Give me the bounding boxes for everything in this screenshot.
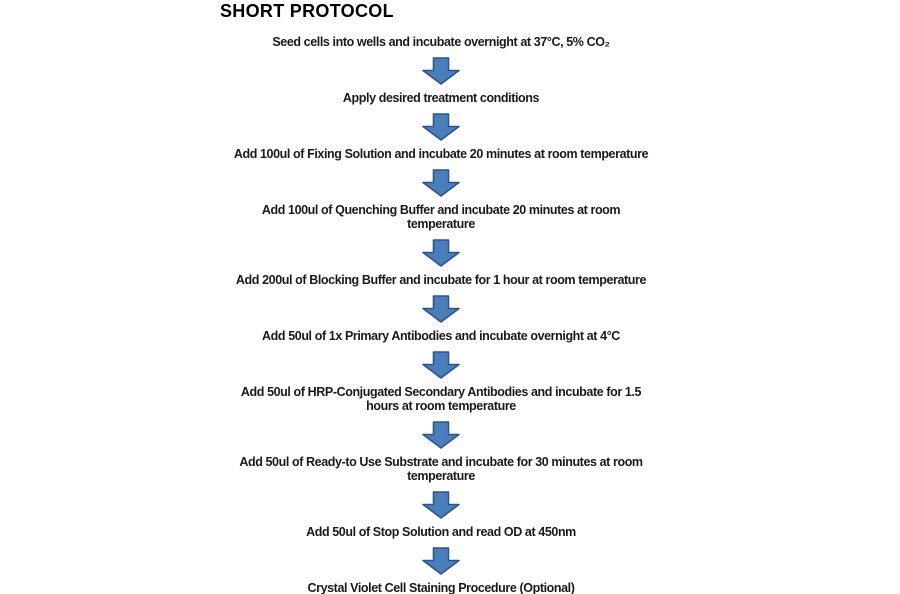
step-text-line: Crystal Violet Cell Staining Procedure (Optional) <box>307 581 575 594</box>
down-arrow-icon <box>422 57 460 85</box>
diagram-title: SHORT PROTOCOL <box>220 1 394 21</box>
protocol-step <box>241 385 641 413</box>
protocol-step <box>306 525 576 539</box>
down-arrow-icon <box>422 351 460 379</box>
step-text-line: Add 200ul of Blocking Buffer and incubate for 1 hour at room temperature <box>235 273 647 287</box>
down-arrow-icon <box>422 169 460 197</box>
down-arrow-icon <box>422 295 460 323</box>
protocol-step <box>343 91 539 105</box>
protocol-step <box>272 35 609 49</box>
protocol-step <box>262 329 620 343</box>
down-arrow-icon <box>422 113 460 141</box>
step-text-line: Add 50ul of Ready-to Use Substrate and incubate for 30 minutes at room <box>239 455 643 469</box>
step-text-line: Add 50ul of Stop Solution and read OD at 450nm <box>306 525 576 539</box>
protocol-step <box>236 273 646 287</box>
step-text-line: temperature <box>407 217 475 231</box>
step-text-line: Add 50ul of 1x Primary Antibodies and incubate overnight at 4°C <box>262 329 620 343</box>
step-text-line: Apply desired treatment conditions <box>342 91 540 105</box>
step-text-line: Seed cells into wells and incubate overnight at 37°C, 5% CO₂ <box>272 35 610 49</box>
step-text-line: temperature <box>407 469 475 483</box>
protocol-step <box>234 147 648 161</box>
down-arrow-icon <box>422 491 460 519</box>
down-arrow-icon <box>422 239 460 267</box>
down-arrow-icon <box>422 547 460 575</box>
protocol-step <box>239 455 642 483</box>
step-text-line: Add 100ul of Fixing Solution and incubate 20 minutes at room temperature <box>233 147 649 161</box>
step-text-line: Add 50ul of HRP-Conjugated Secondary Antibodies and incubate for 1.5 <box>240 385 642 399</box>
protocol-step <box>262 203 620 231</box>
step-text-line: hours at room temperature <box>366 399 516 413</box>
protocol-flow <box>0 35 882 594</box>
step-text-line: Add 100ul of Quenching Buffer and incubate 20 minutes at room <box>261 203 621 217</box>
protocol-step <box>307 581 574 594</box>
down-arrow-icon <box>422 421 460 449</box>
